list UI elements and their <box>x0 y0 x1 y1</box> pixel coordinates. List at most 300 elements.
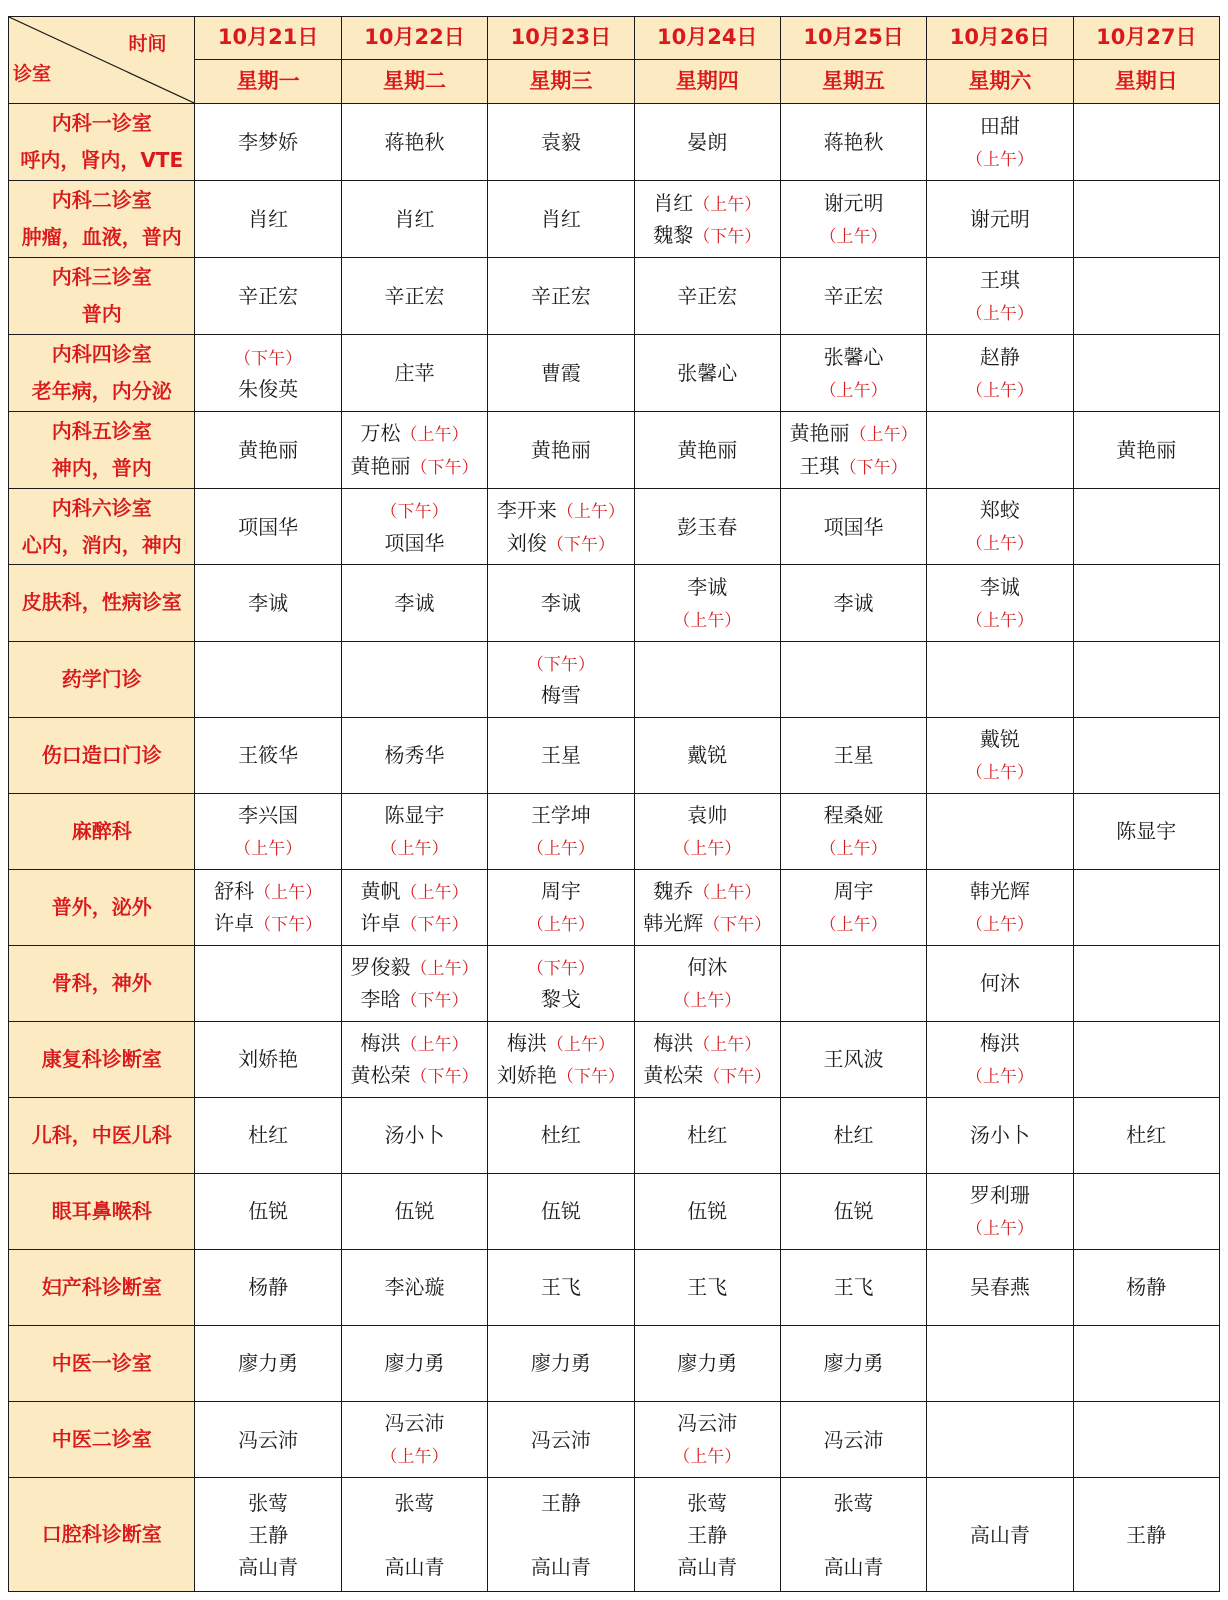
session-note: （下午） <box>703 1067 772 1088</box>
doctor-name: 梅雪 <box>540 683 581 708</box>
schedule-cell <box>195 641 341 717</box>
doctor-name: 张莺 <box>687 1490 728 1515</box>
doctor-name: 黄松荣 <box>643 1063 704 1088</box>
doctor-entry <box>1074 1271 1219 1303</box>
session-note: （下午） <box>410 457 479 478</box>
doctor-entry <box>635 434 780 466</box>
doctor-name: 杜红 <box>687 1123 728 1148</box>
doctor-entry <box>342 280 487 312</box>
doctor-name: 周宇 <box>833 879 874 904</box>
weekday-header: 星期四 <box>634 60 780 104</box>
room-label-line: 神内，普内 <box>51 455 152 480</box>
doctor-entry <box>488 1059 633 1091</box>
room-cell <box>9 181 195 258</box>
schedule-cell <box>341 565 487 641</box>
doctor-name: 袁毅 <box>540 130 581 155</box>
room-cell <box>9 565 195 641</box>
doctor-entry <box>488 1519 633 1551</box>
doctor-name: 戴锐 <box>687 743 728 768</box>
room-label-line: 药学门诊 <box>61 666 142 691</box>
date-header: 10月24日 <box>634 17 780 60</box>
session-note: （上午） <box>254 882 323 903</box>
session-note: （上午） <box>965 915 1034 936</box>
doctor-entry <box>635 1439 780 1471</box>
doctor-entry <box>927 494 1072 526</box>
doctor-name: 李诚 <box>979 574 1020 599</box>
schedule-cell <box>488 1249 634 1325</box>
doctor-name: 王静 <box>1126 1522 1167 1547</box>
schedule-row <box>9 869 1220 945</box>
schedule-cell <box>927 565 1073 641</box>
doctor-name: 王星 <box>540 743 581 768</box>
session-note: （上午） <box>965 303 1034 324</box>
doctor-entry <box>195 1519 340 1551</box>
doctor-name: 杨静 <box>1126 1275 1167 1300</box>
schedule-cell <box>488 411 634 488</box>
schedule-cell <box>634 869 780 945</box>
doctor-entry <box>927 1179 1072 1211</box>
doctor-entry <box>342 494 487 526</box>
doctor-name: 彭玉春 <box>677 514 738 539</box>
doctor-entry <box>635 1059 780 1091</box>
schedule-cell <box>195 565 341 641</box>
doctor-entry <box>927 723 1072 755</box>
doctor-name: 黎戈 <box>540 987 581 1012</box>
room-cell <box>9 1401 195 1477</box>
doctor-entry <box>635 126 780 158</box>
room-cell <box>9 717 195 793</box>
doctor-entry <box>635 951 780 983</box>
schedule-cell <box>780 104 926 181</box>
session-note: （下午） <box>526 959 595 980</box>
schedule-cell <box>195 1173 341 1249</box>
doctor-entry <box>927 755 1072 787</box>
doctor-name: 朱俊英 <box>238 376 299 401</box>
doctor-entry <box>195 126 340 158</box>
doctor-name: 廖力勇 <box>384 1351 445 1376</box>
doctor-name: 李诚 <box>394 590 435 615</box>
schedule-cell <box>634 717 780 793</box>
doctor-name: 冯云沛 <box>238 1427 299 1452</box>
schedule-cell <box>341 717 487 793</box>
doctor-name: 汤小卜 <box>384 1123 445 1148</box>
room-cell <box>9 104 195 181</box>
doctor-name: 王风波 <box>823 1047 884 1072</box>
doctor-name: 刘娇艳 <box>496 1063 557 1088</box>
room-cell <box>9 334 195 411</box>
doctor-name: 伍锐 <box>540 1199 581 1224</box>
schedule-cell <box>634 1401 780 1477</box>
date-row <box>9 17 1220 60</box>
room-cell <box>9 869 195 945</box>
doctor-entry <box>488 527 633 559</box>
doctor-entry <box>342 799 487 831</box>
doctor-name: 肖红 <box>653 190 694 215</box>
schedule-cell <box>195 104 341 181</box>
doctor-entry <box>927 1271 1072 1303</box>
doctor-entry <box>635 739 780 771</box>
doctor-name: 李诚 <box>687 574 728 599</box>
schedule-cell <box>195 717 341 793</box>
doctor-entry <box>781 1119 926 1151</box>
schedule-row <box>9 334 1220 411</box>
doctor-entry <box>195 1551 340 1583</box>
schedule-cell <box>927 1249 1073 1325</box>
schedule-cell <box>1073 257 1219 334</box>
room-label-line: 皮肤科，性病诊室 <box>21 590 182 615</box>
schedule-cell <box>634 1249 780 1325</box>
schedule-cell <box>341 1097 487 1173</box>
schedule-cell <box>1073 869 1219 945</box>
date-header: 10月26日 <box>927 17 1073 60</box>
session-note: （上午） <box>234 839 303 860</box>
room-cell <box>9 1097 195 1173</box>
schedule-cell <box>780 641 926 717</box>
schedule-cell <box>341 1021 487 1097</box>
schedule-cell <box>195 257 341 334</box>
doctor-entry <box>342 450 487 482</box>
doctor-name: 许卓 <box>214 911 255 936</box>
session-note: （上午） <box>819 915 888 936</box>
doctor-entry <box>342 587 487 619</box>
doctor-entry <box>927 296 1072 328</box>
doctor-entry <box>781 1043 926 1075</box>
doctor-name: 高山青 <box>384 1554 445 1579</box>
doctor-name: 魏黎 <box>653 222 694 247</box>
doctor-entry <box>635 571 780 603</box>
doctor-entry <box>927 875 1072 907</box>
doctor-name: 冯云沛 <box>823 1427 884 1452</box>
doctor-entry <box>488 494 633 526</box>
doctor-name: 廖力勇 <box>823 1351 884 1376</box>
session-note: （上午） <box>693 1035 762 1056</box>
doctor-name: 李诚 <box>540 590 581 615</box>
schedule-cell <box>341 1325 487 1401</box>
schedule-cell <box>1073 1097 1219 1173</box>
doctor-entry <box>635 280 780 312</box>
schedule-cell <box>927 945 1073 1021</box>
schedule-row <box>9 1097 1220 1173</box>
schedule-cell <box>927 717 1073 793</box>
doctor-name: 高山青 <box>530 1554 591 1579</box>
schedule-cell <box>927 1325 1073 1401</box>
doctor-entry <box>488 1487 633 1519</box>
room-cell <box>9 641 195 717</box>
doctor-entry <box>488 1424 633 1456</box>
date-header: 10月21日 <box>195 17 341 60</box>
doctor-name: 赵静 <box>979 344 1020 369</box>
schedule-row <box>9 717 1220 793</box>
doctor-entry <box>488 799 633 831</box>
doctor-entry <box>342 1347 487 1379</box>
doctor-entry <box>195 739 340 771</box>
doctor-entry <box>635 1519 780 1551</box>
room-cell <box>9 1478 195 1592</box>
doctor-name: 廖力勇 <box>530 1351 591 1376</box>
schedule-cell <box>488 488 634 565</box>
doctor-entry <box>635 511 780 543</box>
schedule-cell <box>927 869 1073 945</box>
schedule-cell <box>341 181 487 258</box>
schedule-cell <box>927 411 1073 488</box>
doctor-name: 杨静 <box>248 1275 289 1300</box>
session-note: （上午） <box>380 1447 449 1468</box>
schedule-cell <box>634 181 780 258</box>
schedule-cell <box>1073 181 1219 258</box>
schedule-cell <box>780 1478 926 1592</box>
schedule-cell <box>341 257 487 334</box>
doctor-name: 蒋艳秋 <box>384 130 445 155</box>
doctor-entry <box>342 1439 487 1471</box>
doctor-name: 王琪 <box>979 267 1020 292</box>
doctor-entry <box>635 187 780 219</box>
schedule-cell <box>488 257 634 334</box>
schedule-cell <box>927 488 1073 565</box>
doctor-name: 李晗 <box>360 987 401 1012</box>
doctor-entry <box>342 1487 487 1519</box>
doctor-name: 曹霞 <box>540 360 581 385</box>
doctor-entry <box>781 341 926 373</box>
schedule-row <box>9 1325 1220 1401</box>
doctor-name: 高山青 <box>969 1522 1030 1547</box>
schedule-cell <box>634 641 780 717</box>
schedule-cell <box>488 1401 634 1477</box>
schedule-cell <box>195 1325 341 1401</box>
doctor-name: 廖力勇 <box>238 1351 299 1376</box>
doctor-entry <box>488 647 633 679</box>
doctor-name: 王飞 <box>687 1275 728 1300</box>
weekday-header: 星期一 <box>195 60 341 104</box>
schedule-cell <box>780 869 926 945</box>
room-cell <box>9 488 195 565</box>
room-label-line: 呼内，肾内，VTE <box>20 148 184 173</box>
doctor-name: 陈显宇 <box>1116 819 1177 844</box>
doctor-entry <box>927 142 1072 174</box>
doctor-entry <box>781 831 926 863</box>
schedule-cell <box>634 411 780 488</box>
schedule-cell <box>1073 1249 1219 1325</box>
doctor-name: 李兴国 <box>238 803 299 828</box>
schedule-cell <box>927 334 1073 411</box>
doctor-entry <box>195 1424 340 1456</box>
doctor-name: 辛正宏 <box>823 283 884 308</box>
room-label-line: 老年病，内分泌 <box>31 378 172 403</box>
doctor-entry <box>781 739 926 771</box>
schedule-cell <box>780 1401 926 1477</box>
schedule-cell <box>341 793 487 869</box>
session-note: （上午） <box>556 502 625 523</box>
schedule-cell <box>195 1401 341 1477</box>
room-label-line: 儿科，中医儿科 <box>31 1122 172 1147</box>
room-label-line: 内科五诊室 <box>51 418 152 443</box>
doctor-entry <box>927 907 1072 939</box>
schedule-cell <box>195 1249 341 1325</box>
session-note: （上午） <box>400 882 469 903</box>
room-cell <box>9 793 195 869</box>
doctor-name: 刘娇艳 <box>238 1047 299 1072</box>
doctor-entry <box>488 1271 633 1303</box>
doctor-name: 李梦娇 <box>238 130 299 155</box>
doctor-entry <box>781 587 926 619</box>
schedule-cell <box>341 869 487 945</box>
room-label-line: 中医二诊室 <box>51 1427 152 1451</box>
schedule-cell <box>1073 565 1219 641</box>
doctor-name: 袁帅 <box>687 803 728 828</box>
doctor-entry <box>342 875 487 907</box>
doctor-entry <box>488 280 633 312</box>
doctor-entry <box>635 1487 780 1519</box>
session-note: （上午） <box>673 839 742 860</box>
doctor-entry <box>195 511 340 543</box>
schedule-cell <box>341 1173 487 1249</box>
doctor-name: 黄帆 <box>360 878 401 903</box>
schedule-cell <box>341 641 487 717</box>
schedule-cell <box>488 104 634 181</box>
doctor-entry <box>342 907 487 939</box>
schedule-cell <box>341 1249 487 1325</box>
session-note: （下午） <box>400 915 469 936</box>
room-label-line: 伤口造口门诊 <box>41 742 162 767</box>
session-note: （上午） <box>965 534 1034 555</box>
weekday-header: 星期六 <box>927 60 1073 104</box>
schedule-cell <box>341 1401 487 1477</box>
doctor-entry <box>781 1347 926 1379</box>
session-note: （上午） <box>965 1067 1034 1088</box>
schedule-row <box>9 411 1220 488</box>
doctor-entry <box>195 1119 340 1151</box>
doctor-entry <box>195 1195 340 1227</box>
doctor-name: 黄艳丽 <box>677 437 738 462</box>
schedule-cell <box>341 488 487 565</box>
doctor-entry <box>488 951 633 983</box>
doctor-entry <box>488 1027 633 1059</box>
doctor-entry <box>195 587 340 619</box>
doctor-name: 张莺 <box>833 1490 874 1515</box>
room-cell <box>9 1173 195 1249</box>
room-label-line: 眼耳鼻喉科 <box>51 1198 152 1223</box>
doctor-name: 辛正宏 <box>530 283 591 308</box>
room-label-line: 麻醉科 <box>71 818 132 843</box>
doctor-entry <box>342 951 487 983</box>
doctor-entry <box>195 280 340 312</box>
schedule-row <box>9 1401 1220 1477</box>
doctor-entry <box>635 1195 780 1227</box>
date-header: 10月23日 <box>488 17 634 60</box>
doctor-entry <box>342 1519 487 1551</box>
doctor-name: 王学坤 <box>530 803 591 828</box>
schedule-row <box>9 1173 1220 1249</box>
schedule-cell <box>927 1478 1073 1592</box>
room-label-line: 口腔科诊断室 <box>41 1522 162 1547</box>
room-cell <box>9 411 195 488</box>
session-note: （上午） <box>693 194 762 215</box>
doctor-name: 杜红 <box>540 1123 581 1148</box>
session-note: （下午） <box>526 654 595 675</box>
doctor-entry <box>342 831 487 863</box>
schedule-cell <box>634 1325 780 1401</box>
doctor-name: 谢元明 <box>969 206 1030 231</box>
doctor-name: 王星 <box>833 743 874 768</box>
schedule-cell <box>927 181 1073 258</box>
schedule-cell <box>195 411 341 488</box>
doctor-name: 吴春燕 <box>969 1275 1030 1300</box>
doctor-entry <box>488 739 633 771</box>
schedule-cell <box>1073 411 1219 488</box>
doctor-entry <box>927 110 1072 142</box>
schedule-cell <box>780 411 926 488</box>
room-label-line: 普内 <box>81 301 122 326</box>
doctor-name: 高山青 <box>238 1554 299 1579</box>
doctor-entry <box>342 527 487 559</box>
schedule-cell <box>780 717 926 793</box>
doctor-entry <box>342 357 487 389</box>
session-note: （上午） <box>965 380 1034 401</box>
session-note: （上午） <box>819 839 888 860</box>
doctor-entry <box>927 1059 1072 1091</box>
schedule-cell <box>780 793 926 869</box>
doctor-entry <box>195 1487 340 1519</box>
schedule-cell <box>634 1097 780 1173</box>
doctor-name: 王琪 <box>799 453 840 478</box>
doctor-name: 张莺 <box>248 1490 289 1515</box>
doctor-entry <box>635 219 780 251</box>
schedule-cell <box>1073 1325 1219 1401</box>
room-cell <box>9 257 195 334</box>
doctor-entry <box>195 1347 340 1379</box>
doctor-entry <box>781 907 926 939</box>
doctor-name: 程桑娅 <box>823 803 884 828</box>
doctor-entry <box>781 417 926 449</box>
doctor-entry <box>342 126 487 158</box>
weekday-header: 星期日 <box>1073 60 1219 104</box>
doctor-entry <box>488 983 633 1015</box>
schedule-cell <box>927 1173 1073 1249</box>
doctor-name: 辛正宏 <box>384 283 445 308</box>
room-label-line: 普外，泌外 <box>51 894 152 919</box>
schedule-cell <box>1073 1021 1219 1097</box>
doctor-entry <box>342 1271 487 1303</box>
schedule-cell <box>927 104 1073 181</box>
schedule-cell <box>488 1478 634 1592</box>
schedule-row <box>9 641 1220 717</box>
room-label-line: 中医一诊室 <box>51 1350 152 1375</box>
doctor-name: 黄艳丽 <box>238 437 299 462</box>
schedule-table <box>8 16 1220 1592</box>
diagonal-divider <box>9 17 194 103</box>
doctor-entry <box>781 187 926 219</box>
doctor-entry <box>342 1195 487 1227</box>
doctor-entry <box>1074 1119 1219 1151</box>
doctor-name: 庄苹 <box>394 360 435 385</box>
doctor-entry <box>927 373 1072 405</box>
doctor-entry <box>927 603 1072 635</box>
doctor-name: 梅洪 <box>979 1031 1020 1056</box>
doctor-entry <box>781 450 926 482</box>
session-note: （上午） <box>400 425 469 446</box>
doctor-name: 陈显宇 <box>384 803 445 828</box>
doctor-name: 舒科 <box>214 878 255 903</box>
room-cell <box>9 945 195 1021</box>
schedule-cell <box>780 1325 926 1401</box>
date-header: 10月27日 <box>1073 17 1219 60</box>
doctor-entry <box>195 203 340 235</box>
doctor-name: 王飞 <box>540 1275 581 1300</box>
schedule-cell <box>780 334 926 411</box>
schedule-cell <box>488 1173 634 1249</box>
session-note: （上午） <box>673 610 742 631</box>
doctor-entry <box>635 799 780 831</box>
schedule-cell <box>634 488 780 565</box>
